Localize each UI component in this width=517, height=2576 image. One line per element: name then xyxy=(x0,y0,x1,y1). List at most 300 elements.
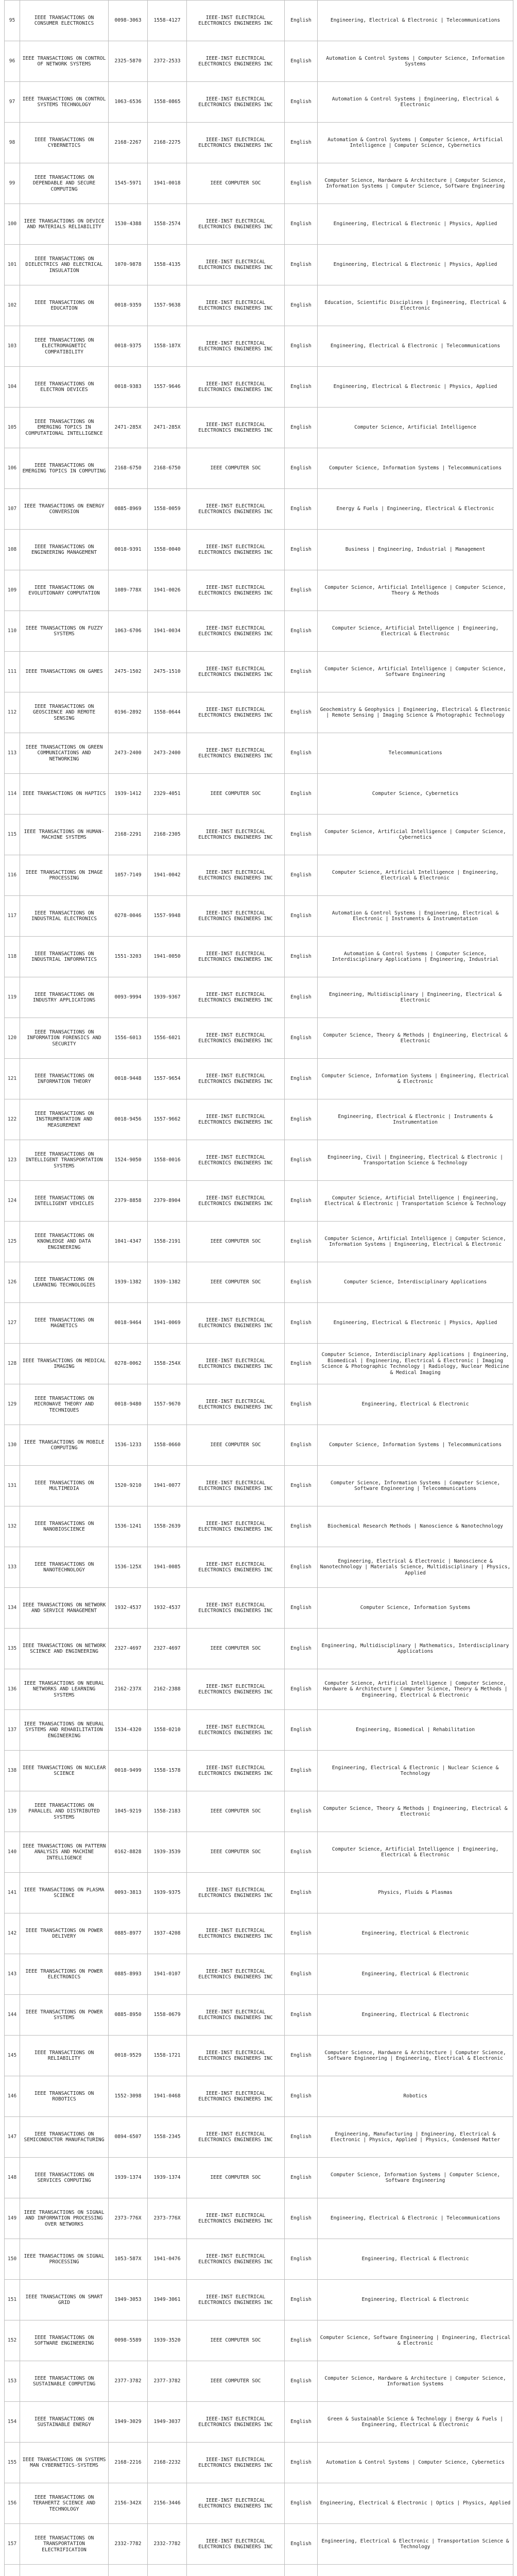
cell-language: English xyxy=(285,2443,318,2483)
cell-journal-title: IEEE TRANSACTIONS ON INTELLIGENT TRANSPORTATION SYSTEMS xyxy=(20,1140,109,1181)
cell-number: 142 xyxy=(5,1913,20,1954)
cell-issn: 0093-9994 xyxy=(109,977,148,1018)
cell-number: 148 xyxy=(5,2158,20,2198)
cell-eissn: 1941-0085 xyxy=(148,1547,187,1588)
cell-journal-title: IEEE TRANSACTIONS ON ENERGY CONVERSION xyxy=(20,489,109,530)
cell-number: 125 xyxy=(5,1222,20,1262)
cell-eissn xyxy=(148,2565,187,2576)
cell-number: 131 xyxy=(5,1466,20,1506)
cell-eissn: 1558-0865 xyxy=(148,82,187,123)
table-row xyxy=(5,2117,513,2158)
cell-eissn: 1939-9367 xyxy=(148,977,187,1018)
cell-language: English xyxy=(285,2239,318,2280)
cell-eissn: 2329-4051 xyxy=(148,774,187,815)
table-row xyxy=(5,2483,513,2524)
cell-publisher: IEEE-INST ELECTRICAL ELECTRONICS ENGINEERS INC xyxy=(187,1751,285,1791)
cell-eissn: 2168-6750 xyxy=(148,448,187,489)
cell-number: 122 xyxy=(5,1099,20,1140)
table-row xyxy=(5,1466,513,1506)
cell-number: 127 xyxy=(5,1303,20,1344)
cell-number: 120 xyxy=(5,1018,20,1059)
cell-journal-title: IEEE TRANSACTIONS ON SIGNAL PROCESSING xyxy=(20,2239,109,2280)
cell-issn: 2377-3782 xyxy=(109,2361,148,2402)
cell-subject-categories: Computer Science, Artificial Intelligence | Engineering, Electrical & Electronic | Transportation Science & Technology xyxy=(318,1181,513,1222)
cell-number: 117 xyxy=(5,896,20,937)
cell-publisher: IEEE-INST ELECTRICAL ELECTRONICS ENGINEERS INC xyxy=(187,937,285,977)
cell-number: 99 xyxy=(5,163,20,204)
cell-journal-title xyxy=(20,2565,109,2576)
cell-journal-title: IEEE TRANSACTIONS ON SYSTEMS MAN CYBERNETICS-SYSTEMS xyxy=(20,2443,109,2483)
cell-number: 147 xyxy=(5,2117,20,2158)
table-row xyxy=(5,2076,513,2117)
cell-eissn: 1557-9654 xyxy=(148,1059,187,1099)
cell-number: 155 xyxy=(5,2443,20,2483)
cell-number: 108 xyxy=(5,530,20,570)
cell-issn: 0885-8950 xyxy=(109,1995,148,2036)
cell-eissn: 1556-6021 xyxy=(148,1018,187,1059)
cell-eissn: 2162-2388 xyxy=(148,1669,187,1710)
cell-eissn: 1941-0468 xyxy=(148,2076,187,2117)
cell-language: English xyxy=(285,245,318,285)
cell-eissn: 1941-0050 xyxy=(148,937,187,977)
table-row xyxy=(5,41,513,82)
cell-subject-categories: Engineering, Multidisciplinary | Mathematics, Interdisciplinary Applications xyxy=(318,1629,513,1669)
cell-eissn: 1558-2183 xyxy=(148,1791,187,1832)
cell-eissn: 1558-187X xyxy=(148,326,187,367)
cell-journal-title: IEEE TRANSACTIONS ON SUSTAINABLE COMPUTING xyxy=(20,2361,109,2402)
cell-publisher: IEEE-INST ELECTRICAL ELECTRONICS ENGINEERS INC xyxy=(187,1384,285,1425)
cell-eissn: 1949-3037 xyxy=(148,2402,187,2443)
cell-publisher: IEEE COMPUTER SOC xyxy=(187,2158,285,2198)
cell-number: 101 xyxy=(5,245,20,285)
cell-publisher: IEEE-INST ELECTRICAL ELECTRONICS ENGINEERS INC xyxy=(187,1710,285,1751)
cell-journal-title: IEEE TRANSACTIONS ON INDUSTRIAL INFORMATICS xyxy=(20,937,109,977)
cell-subject-categories: Engineering, Electrical & Electronic | Physics, Applied xyxy=(318,367,513,408)
cell-eissn: 1558-0059 xyxy=(148,489,187,530)
cell-subject-categories: Automation & Control Systems | Engineering, Electrical & Electronic xyxy=(318,82,513,123)
table-row xyxy=(5,2443,513,2483)
cell-journal-title: IEEE TRANSACTIONS ON TERAHERTZ SCIENCE AND TECHNOLOGY xyxy=(20,2483,109,2524)
cell-issn: 1939-1412 xyxy=(109,774,148,815)
table-row xyxy=(5,2565,513,2576)
cell-language: English xyxy=(285,815,318,855)
cell-subject-categories: Education, Scientific Disciplines | Engineering, Electrical & Electronic xyxy=(318,285,513,326)
table-row xyxy=(5,1588,513,1629)
cell-journal-title: IEEE TRANSACTIONS ON MOBILE COMPUTING xyxy=(20,1425,109,1466)
table-row xyxy=(5,733,513,774)
cell-number: 123 xyxy=(5,1140,20,1181)
cell-subject-categories: Computer Science, Theory & Methods | Engineering, Electrical & Electronic xyxy=(318,1791,513,1832)
cell-publisher: IEEE-INST ELECTRICAL ELECTRONICS ENGINEERS INC xyxy=(187,2280,285,2320)
cell-publisher: IEEE-INST ELECTRICAL ELECTRONICS ENGINEERS INC xyxy=(187,367,285,408)
cell-issn: 0018-9359 xyxy=(109,285,148,326)
cell-language: English xyxy=(285,652,318,692)
cell-journal-title: IEEE TRANSACTIONS ON MULTIMEDIA xyxy=(20,1466,109,1506)
cell-eissn: 1558-2574 xyxy=(148,204,187,245)
cell-issn: 2325-5870 xyxy=(109,41,148,82)
cell-journal-title: IEEE TRANSACTIONS ON ELECTROMAGNETIC COMPATIBILITY xyxy=(20,326,109,367)
cell-issn: 1534-4320 xyxy=(109,1710,148,1751)
cell-publisher: IEEE-INST ELECTRICAL ELECTRONICS ENGINEERS INC xyxy=(187,1588,285,1629)
cell-language: English xyxy=(285,326,318,367)
table-row xyxy=(5,815,513,855)
cell-issn: 0098-5589 xyxy=(109,2320,148,2361)
table-row xyxy=(5,1181,513,1222)
cell-journal-title: IEEE TRANSACTIONS ON CONSUMER ELECTRONICS xyxy=(20,1,109,41)
cell-publisher: IEEE-INST ELECTRICAL ELECTRONICS ENGINEERS INC xyxy=(187,1,285,41)
cell-issn: 1053-587X xyxy=(109,2239,148,2280)
cell-subject-categories: Computer Science, Information Systems | Telecommunications xyxy=(318,448,513,489)
cell-language: English xyxy=(285,1344,318,1384)
cell-language: English xyxy=(285,1913,318,1954)
cell-eissn: 1558-254X xyxy=(148,1344,187,1384)
cell-issn: 0018-9499 xyxy=(109,1751,148,1791)
cell-publisher: IEEE COMPUTER SOC xyxy=(187,1425,285,1466)
cell-language: English xyxy=(285,2117,318,2158)
cell-number: 115 xyxy=(5,815,20,855)
table-row xyxy=(5,1791,513,1832)
cell-publisher: IEEE-INST ELECTRICAL ELECTRONICS ENGINEERS INC xyxy=(187,489,285,530)
cell-issn: 0098-3063 xyxy=(109,1,148,41)
cell-eissn: 1939-3520 xyxy=(148,2320,187,2361)
table-row xyxy=(5,1751,513,1791)
cell-publisher: IEEE-INST ELECTRICAL ELECTRONICS ENGINEERS INC xyxy=(187,245,285,285)
cell-issn: 0162-8828 xyxy=(109,1832,148,1873)
cell-subject-categories: Engineering, Electrical & Electronic xyxy=(318,1384,513,1425)
cell-publisher: IEEE-INST ELECTRICAL ELECTRONICS ENGINEERS INC xyxy=(187,1995,285,2036)
cell-issn: 1545-5971 xyxy=(109,163,148,204)
table-row xyxy=(5,692,513,733)
cell-language: English xyxy=(285,2320,318,2361)
cell-issn: 0885-8969 xyxy=(109,489,148,530)
cell-subject-categories: Engineering, Electrical & Electronic | Physics, Applied xyxy=(318,245,513,285)
cell-publisher: IEEE-INST ELECTRICAL ELECTRONICS ENGINEERS INC xyxy=(187,2483,285,2524)
cell-language: English xyxy=(285,285,318,326)
cell-publisher: IEEE-INST ELECTRICAL ELECTRONICS ENGINEERS INC xyxy=(187,692,285,733)
cell-journal-title: IEEE TRANSACTIONS ON CONTROL OF NETWORK SYSTEMS xyxy=(20,41,109,82)
cell-subject-categories: Engineering, Manufacturing | Engineering, Electrical & Electronic | Physics, Applied | Physics, Condensed Matter xyxy=(318,2117,513,2158)
cell-publisher: IEEE COMPUTER SOC xyxy=(187,1832,285,1873)
cell-issn: 0018-9480 xyxy=(109,1384,148,1425)
cell-journal-title: IEEE TRANSACTIONS ON INDUSTRY APPLICATIONS xyxy=(20,977,109,1018)
cell-subject-categories: Computer Science, Information Systems xyxy=(318,1588,513,1629)
cell-number: 133 xyxy=(5,1547,20,1588)
cell-issn: 1520-9210 xyxy=(109,1466,148,1506)
cell-publisher: IEEE-INST ELECTRICAL ELECTRONICS ENGINEERS INC xyxy=(187,2036,285,2076)
cell-journal-title: IEEE TRANSACTIONS ON DIELECTRICS AND ELECTRICAL INSULATION xyxy=(20,245,109,285)
table-row xyxy=(5,1099,513,1140)
table-row xyxy=(5,2524,513,2565)
cell-journal-title: IEEE TRANSACTIONS ON GREEN COMMUNICATIONS AND NETWORKING xyxy=(20,733,109,774)
cell-publisher: IEEE-INST ELECTRICAL ELECTRONICS ENGINEERS INC xyxy=(187,408,285,448)
cell-journal-title: IEEE TRANSACTIONS ON NEURAL SYSTEMS AND REHABILITATION ENGINEERING xyxy=(20,1710,109,1751)
cell-issn: 0018-9529 xyxy=(109,2036,148,2076)
cell-number: 102 xyxy=(5,285,20,326)
cell-journal-title: IEEE TRANSACTIONS ON HAPTICS xyxy=(20,774,109,815)
cell-language: English xyxy=(285,1710,318,1751)
table-row xyxy=(5,82,513,123)
cell-publisher: IEEE COMPUTER SOC xyxy=(187,2320,285,2361)
cell-publisher: IEEE-INST ELECTRICAL ELECTRONICS ENGINEERS INC xyxy=(187,1303,285,1344)
cell-publisher: IEEE-INST ELECTRICAL ELECTRONICS ENGINEERS INC xyxy=(187,2402,285,2443)
cell-eissn: 1941-0034 xyxy=(148,611,187,652)
cell-number: 136 xyxy=(5,1669,20,1710)
cell-publisher: IEEE COMPUTER SOC xyxy=(187,1629,285,1669)
cell-issn: 1057-7149 xyxy=(109,855,148,896)
cell-eissn: 1557-9638 xyxy=(148,285,187,326)
cell-eissn: 1558-0040 xyxy=(148,530,187,570)
table-row xyxy=(5,2361,513,2402)
cell-issn: 1063-6706 xyxy=(109,611,148,652)
cell-eissn: 1932-4537 xyxy=(148,1588,187,1629)
cell-language: English xyxy=(285,1222,318,1262)
table-row xyxy=(5,1506,513,1547)
cell-journal-title: IEEE TRANSACTIONS ON SIGNAL AND INFORMATION PROCESSING OVER NETWORKS xyxy=(20,2198,109,2239)
cell-eissn: 2473-2400 xyxy=(148,733,187,774)
cell-journal-title: IEEE TRANSACTIONS ON MICROWAVE THEORY AND TECHNIQUES xyxy=(20,1384,109,1425)
cell-subject-categories: Automation & Control Systems | Computer Science, Cybernetics xyxy=(318,2443,513,2483)
cell-journal-title: IEEE TRANSACTIONS ON NETWORK SCIENCE AND ENGINEERING xyxy=(20,1629,109,1669)
table-row xyxy=(5,367,513,408)
cell-publisher: IEEE-INST ELECTRICAL ELECTRONICS ENGINEERS INC xyxy=(187,2076,285,2117)
cell-publisher: IEEE-INST ELECTRICAL ELECTRONICS ENGINEERS INC xyxy=(187,204,285,245)
cell-issn: 0196-2892 xyxy=(109,692,148,733)
cell-number: 134 xyxy=(5,1588,20,1629)
table-row xyxy=(5,1,513,41)
cell-number: 119 xyxy=(5,977,20,1018)
cell-publisher: IEEE-INST ELECTRICAL ELECTRONICS ENGINEERS INC xyxy=(187,1547,285,1588)
cell-language: English xyxy=(285,2402,318,2443)
cell-subject-categories: Computer Science, Artificial Intelligence | Engineering, Electrical & Electronic xyxy=(318,1832,513,1873)
table-row xyxy=(5,570,513,611)
cell-issn: 1939-1382 xyxy=(109,1262,148,1303)
table-row xyxy=(5,1384,513,1425)
cell-number: 151 xyxy=(5,2280,20,2320)
cell-eissn: 1558-0016 xyxy=(148,1140,187,1181)
table-row xyxy=(5,530,513,570)
journal-table xyxy=(4,0,513,2576)
cell-publisher: IEEE-INST ELECTRICAL ELECTRONICS ENGINEERS INC xyxy=(187,2239,285,2280)
cell-journal-title: IEEE TRANSACTIONS ON SEMICONDUCTOR MANUFACTURING xyxy=(20,2117,109,2158)
cell-subject-categories: Computer Science, Hardware & Architecture | Computer Science, Information Systems | Computer Science, Software Engineering xyxy=(318,163,513,204)
cell-subject-categories: Computer Science, Information Systems | Telecommunications xyxy=(318,1425,513,1466)
cell-eissn: 1939-9375 xyxy=(148,1873,187,1913)
cell-number: 97 xyxy=(5,82,20,123)
cell-eissn: 1558-1721 xyxy=(148,2036,187,2076)
table-row xyxy=(5,2158,513,2198)
cell-number: 149 xyxy=(5,2198,20,2239)
cell-language: English xyxy=(285,163,318,204)
cell-number: 144 xyxy=(5,1995,20,2036)
cell-publisher: IEEE-INST ELECTRICAL ELECTRONICS ENGINEERS INC xyxy=(187,2198,285,2239)
cell-issn: 1089-778X xyxy=(109,570,148,611)
cell-publisher: IEEE COMPUTER SOC xyxy=(187,774,285,815)
cell-number: 96 xyxy=(5,41,20,82)
cell-language: English xyxy=(285,2076,318,2117)
cell-number: 104 xyxy=(5,367,20,408)
cell-language: English xyxy=(285,1384,318,1425)
cell-eissn: 2379-8904 xyxy=(148,1181,187,1222)
cell-language: English xyxy=(285,1547,318,1588)
cell-language: English xyxy=(285,1995,318,2036)
cell-subject-categories: Automation & Control Systems | Computer Science, Information Systems xyxy=(318,41,513,82)
cell-publisher: IEEE COMPUTER SOC xyxy=(187,2361,285,2402)
table-row xyxy=(5,2036,513,2076)
table-row xyxy=(5,1873,513,1913)
cell-language: English xyxy=(285,1629,318,1669)
cell-issn: 0018-9375 xyxy=(109,326,148,367)
cell-issn: 2379-8858 xyxy=(109,1181,148,1222)
cell-language: English xyxy=(285,2198,318,2239)
cell-publisher: IEEE-INST ELECTRICAL ELECTRONICS ENGINEERS INC xyxy=(187,570,285,611)
cell-number: 140 xyxy=(5,1832,20,1873)
cell-number: 103 xyxy=(5,326,20,367)
cell-language: English xyxy=(285,733,318,774)
cell-subject-categories: Computer Science, Artificial Intelligence | Engineering, Electrical & Electronic xyxy=(318,855,513,896)
cell-number: 154 xyxy=(5,2402,20,2443)
cell-subject-categories: Green & Sustainable Science & Technology | Energy & Fuels | Engineering, Electrical & Electronic xyxy=(318,2402,513,2443)
table-row xyxy=(5,1629,513,1669)
cell-journal-title: IEEE TRANSACTIONS ON LEARNING TECHNOLOGIES xyxy=(20,1262,109,1303)
cell-journal-title: IEEE TRANSACTIONS ON ELECTRON DEVICES xyxy=(20,367,109,408)
cell-number: 98 xyxy=(5,123,20,163)
cell-eissn: 1557-9662 xyxy=(148,1099,187,1140)
cell-language: English xyxy=(285,1303,318,1344)
cell-issn: 1530-4388 xyxy=(109,204,148,245)
cell-issn: 2475-1502 xyxy=(109,652,148,692)
cell-language: English xyxy=(285,611,318,652)
cell-issn: 1556-6013 xyxy=(109,1018,148,1059)
cell-eissn: 1941-0069 xyxy=(148,1303,187,1344)
cell-number: 116 xyxy=(5,855,20,896)
cell-eissn: 2471-285X xyxy=(148,408,187,448)
cell-publisher: IEEE-INST ELECTRICAL ELECTRONICS ENGINEERS INC xyxy=(187,1140,285,1181)
cell-eissn: 2168-2275 xyxy=(148,123,187,163)
cell-language: English xyxy=(285,1506,318,1547)
cell-journal-title: IEEE TRANSACTIONS ON NANOTECHNOLOGY xyxy=(20,1547,109,1588)
cell-journal-title: IEEE TRANSACTIONS ON SUSTAINABLE ENERGY xyxy=(20,2402,109,2443)
cell-subject-categories: Engineering, Electrical & Electronic xyxy=(318,1913,513,1954)
cell-eissn: 1558-0660 xyxy=(148,1425,187,1466)
cell-language: English xyxy=(285,2036,318,2076)
cell-eissn: 1558-0210 xyxy=(148,1710,187,1751)
cell-journal-title: IEEE TRANSACTIONS ON DEPENDABLE AND SECURE COMPUTING xyxy=(20,163,109,204)
cell-publisher: IEEE COMPUTER SOC xyxy=(187,1222,285,1262)
cell-publisher: IEEE-INST ELECTRICAL ELECTRONICS ENGINEERS INC xyxy=(187,1506,285,1547)
table-row xyxy=(5,448,513,489)
cell-eissn: 1558-0644 xyxy=(148,692,187,733)
cell-issn: 0885-8993 xyxy=(109,1954,148,1995)
table-row xyxy=(5,2198,513,2239)
cell-subject-categories: Computer Science, Artificial Intelligence | Computer Science, Hardware & Architecture | Computer Science, Theory & Methods | Engineering, Electrical & Electronic xyxy=(318,1669,513,1710)
cell-eissn: 1939-3539 xyxy=(148,1832,187,1873)
table-row xyxy=(5,1222,513,1262)
cell-language: English xyxy=(285,2524,318,2565)
cell-eissn: 2332-7782 xyxy=(148,2524,187,2565)
cell-issn: 2373-776X xyxy=(109,2198,148,2239)
cell-subject-categories: Computer Science, Artificial Intelligence | Computer Science, Information Systems | Engineering, Electrical & Electronic xyxy=(318,1222,513,1262)
cell-publisher: IEEE-INST ELECTRICAL ELECTRONICS ENGINEERS INC xyxy=(187,2117,285,2158)
cell-issn: 0018-9383 xyxy=(109,367,148,408)
cell-journal-title: IEEE TRANSACTIONS ON NANOBIOSCIENCE xyxy=(20,1506,109,1547)
cell-subject-categories: Geochemistry & Geophysics | Engineering, Electrical & Electronic | Remote Sensing | Imaging Science & Photographic Technology xyxy=(318,692,513,733)
cell-publisher: IEEE-INST ELECTRICAL ELECTRONICS ENGINEERS INC xyxy=(187,733,285,774)
cell-journal-title: IEEE TRANSACTIONS ON NEURAL NETWORKS AND LEARNING SYSTEMS xyxy=(20,1669,109,1710)
cell-number xyxy=(5,2565,20,2576)
cell-publisher: IEEE-INST ELECTRICAL ELECTRONICS ENGINEERS INC xyxy=(187,2443,285,2483)
cell-number: 132 xyxy=(5,1506,20,1547)
cell-subject-categories: Computer Science, Artificial Intelligence | Computer Science, Theory & Methods xyxy=(318,570,513,611)
cell-number: 114 xyxy=(5,774,20,815)
cell-language: English xyxy=(285,937,318,977)
cell-number: 145 xyxy=(5,2036,20,2076)
table-row xyxy=(5,1425,513,1466)
cell-number: 95 xyxy=(5,1,20,41)
cell-journal-title: IEEE TRANSACTIONS ON NUCLEAR SCIENCE xyxy=(20,1751,109,1791)
cell-subject-categories: Computer Science, Theory & Methods | Engineering, Electrical & Electronic xyxy=(318,1018,513,1059)
table-row xyxy=(5,2280,513,2320)
cell-subject-categories: Computer Science, Cybernetics xyxy=(318,774,513,815)
table-row xyxy=(5,2402,513,2443)
cell-journal-title: IEEE TRANSACTIONS ON POWER ELECTRONICS xyxy=(20,1954,109,1995)
cell-subject-categories: Automation & Control Systems | Engineering, Electrical & Electronic | Instruments & Instrumentation xyxy=(318,896,513,937)
cell-journal-title: IEEE TRANSACTIONS ON MEDICAL IMAGING xyxy=(20,1344,109,1384)
cell-publisher: IEEE-INST ELECTRICAL ELECTRONICS ENGINEERS INC xyxy=(187,1018,285,1059)
cell-issn: 2156-342X xyxy=(109,2483,148,2524)
cell-publisher: IEEE-INST ELECTRICAL ELECTRONICS ENGINEERS INC xyxy=(187,1954,285,1995)
cell-publisher: IEEE-INST ELECTRICAL ELECTRONICS ENGINEERS INC xyxy=(187,82,285,123)
cell-subject-categories: Automation & Control Systems | Computer Science, Artificial Intelligence | Computer Science, Cybernetics xyxy=(318,123,513,163)
cell-eissn: 1558-0679 xyxy=(148,1995,187,2036)
cell-journal-title: IEEE TRANSACTIONS ON PATTERN ANALYSIS AND MACHINE INTELLIGENCE xyxy=(20,1832,109,1873)
cell-language: English xyxy=(285,1669,318,1710)
cell-publisher: IEEE-INST ELECTRICAL ELECTRONICS ENGINEERS INC xyxy=(187,815,285,855)
cell-language: English xyxy=(285,204,318,245)
cell-journal-title: IEEE TRANSACTIONS ON TRANSPORTATION ELECTRIFICATION xyxy=(20,2524,109,2565)
cell-publisher: IEEE COMPUTER SOC xyxy=(187,1791,285,1832)
cell-publisher: IEEE-INST ELECTRICAL ELECTRONICS ENGINEERS INC xyxy=(187,123,285,163)
cell-number: 105 xyxy=(5,408,20,448)
cell-subject-categories: Engineering, Electrical & Electronic | Telecommunications xyxy=(318,2198,513,2239)
cell-journal-title: IEEE TRANSACTIONS ON GEOSCIENCE AND REMOTE SENSING xyxy=(20,692,109,733)
table-row xyxy=(5,408,513,448)
cell-journal-title: IEEE TRANSACTIONS ON SMART GRID xyxy=(20,2280,109,2320)
cell-publisher: IEEE COMPUTER SOC xyxy=(187,1262,285,1303)
cell-subject-categories: Computer Science, Information Systems | Engineering, Electrical & Electronic xyxy=(318,1059,513,1099)
cell-journal-title: IEEE TRANSACTIONS ON FUZZY SYSTEMS xyxy=(20,611,109,652)
cell-eissn: 2377-3782 xyxy=(148,2361,187,2402)
cell-publisher: IEEE COMPUTER SOC xyxy=(187,448,285,489)
cell-issn: 0018-9456 xyxy=(109,1099,148,1140)
cell-eissn: 1941-0476 xyxy=(148,2239,187,2280)
cell-subject-categories: Engineering, Electrical & Electronic | Telecommunications xyxy=(318,1,513,41)
cell-language: English xyxy=(285,977,318,1018)
cell-journal-title: IEEE TRANSACTIONS ON CONTROL SYSTEMS TECHNOLOGY xyxy=(20,82,109,123)
cell-subject-categories: Physics, Fluids & Plasmas xyxy=(318,1873,513,1913)
table-row xyxy=(5,1018,513,1059)
cell-language: English xyxy=(285,367,318,408)
cell-journal-title: IEEE TRANSACTIONS ON INSTRUMENTATION AND MEASUREMENT xyxy=(20,1099,109,1140)
cell-subject-categories: Computer Science, Software Engineering | Engineering, Electrical & Electronic xyxy=(318,2320,513,2361)
cell-subject-categories: Automation & Control Systems | Computer Science, Interdisciplinary Applications | Engineering, Industrial xyxy=(318,937,513,977)
cell-journal-title: IEEE TRANSACTIONS ON NETWORK AND SERVICE MANAGEMENT xyxy=(20,1588,109,1629)
cell-issn: 0894-6507 xyxy=(109,2117,148,2158)
cell-language: English xyxy=(285,1751,318,1791)
cell-journal-title: IEEE TRANSACTIONS ON INTELLIGENT VEHICLES xyxy=(20,1181,109,1222)
cell-issn: 1939-1374 xyxy=(109,2158,148,2198)
cell-journal-title: IEEE TRANSACTIONS ON GAMES xyxy=(20,652,109,692)
cell-language: English xyxy=(285,1181,318,1222)
